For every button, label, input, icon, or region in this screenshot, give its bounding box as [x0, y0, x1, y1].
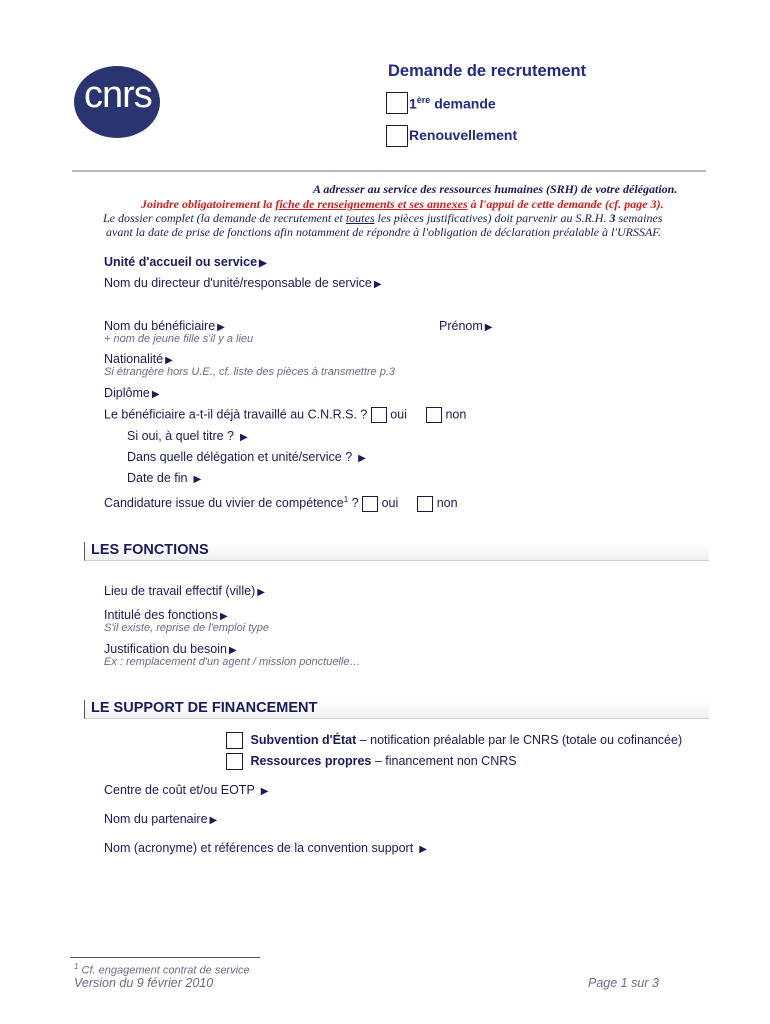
header-divider	[72, 170, 706, 172]
partner-field[interactable]: Nom du partenaire ▶	[104, 812, 218, 826]
version-text: Version du 9 février 2010	[74, 976, 214, 990]
state-funding-checkbox[interactable]	[226, 732, 243, 749]
instruction-line-4: avant la date de prise de fonctions afin notamment de répondre à l'obligation de déclaration préalable à l'URSSAF.	[106, 225, 662, 239]
arrow-icon: ▶	[219, 611, 228, 622]
worked-yes-label: oui	[390, 407, 407, 422]
logo-text: cnrs	[84, 74, 152, 116]
function-title-field[interactable]: Intitulé des fonctions ▶	[104, 608, 228, 622]
nationality-field[interactable]: Nationalité ▶	[104, 352, 173, 366]
renewal-label: Renouvellement	[409, 127, 518, 143]
worked-question: Le bénéficiaire a-t-il déjà travaillé au C.N.R.S. ? oui non	[104, 407, 467, 422]
arrow-icon: ▶	[484, 322, 493, 333]
first-request-checkbox[interactable]	[386, 92, 408, 114]
own-resources-option: Ressources propres – financement non CNRS	[226, 753, 517, 770]
instruction-line-1: A adresser au service des ressources humaines (SRH) de votre délégation.	[313, 182, 678, 196]
arrow-icon: ▶	[209, 815, 218, 826]
arrow-icon: ▶	[260, 786, 269, 797]
title-question-field[interactable]: Si oui, à quel titre ? ▶	[127, 429, 248, 443]
cnrs-logo	[74, 66, 160, 138]
state-funding-option: Subvention d'État – notification préalable par le CNRS (totale ou cofinancée)	[226, 732, 682, 749]
end-date-field[interactable]: Date de fin ▶	[127, 471, 202, 485]
arrow-icon: ▶	[358, 453, 366, 464]
arrow-icon: ▶	[151, 389, 160, 400]
arrow-icon: ▶	[229, 645, 237, 656]
instruction-line-2: Joindre obligatoirement la fiche de renseignements et ses annexes à l'appui de cette demande (cf. page 3).	[141, 197, 664, 211]
first-request-label: 1ère demande	[409, 95, 496, 112]
funding-section-header	[84, 700, 709, 719]
nationality-hint: Si étrangère hors U.E., cf. liste des pièces à transmettre p.3	[104, 366, 396, 378]
candidature-yes-checkbox[interactable]	[362, 496, 378, 512]
firstname-field[interactable]: Prénom ▶	[439, 319, 493, 333]
renewal-checkbox[interactable]	[386, 125, 408, 147]
candidature-yes-label: oui	[381, 496, 399, 511]
annex-link[interactable]: fiche de renseignements et ses annexes	[275, 197, 468, 211]
maiden-name-hint: + nom de jeune fille s'il y a lieu	[104, 333, 254, 345]
workplace-field[interactable]: Lieu de travail effectif (ville) ▶	[104, 584, 265, 598]
arrow-icon: ▶	[257, 587, 265, 598]
justification-hint: Ex : remplacement d'un agent / mission ponctuelle…	[104, 656, 361, 668]
page-number: Page 1 sur 3	[588, 976, 659, 990]
function-title-hint: S'il existe, reprise de l'emploi type	[104, 622, 269, 634]
cost-center-field[interactable]: Centre de coût et/ou EOTP ▶	[104, 783, 269, 797]
footnote: $^1$ Cf. engagement contrat de service	[74, 962, 250, 977]
arrow-icon: ▶	[217, 322, 225, 333]
arrow-icon: ▶	[165, 355, 173, 366]
beneficiary-name-field[interactable]: Nom du bénéficiaire ▶	[104, 319, 225, 333]
unit-field[interactable]: Unité d'accueil ou service ▶	[104, 255, 267, 269]
convention-field[interactable]: Nom (acronyme) et références de la convention support ▶	[104, 841, 427, 855]
page-title: Demande de recrutement	[388, 62, 587, 80]
delegation-question-field[interactable]: Dans quelle délégation et unité/service ? ▶	[127, 450, 366, 464]
functions-heading: LES FONCTIONS	[91, 542, 209, 558]
justification-field[interactable]: Justification du besoin ▶	[104, 642, 237, 656]
candidature-no-checkbox[interactable]	[417, 496, 433, 512]
arrow-icon: ▶	[193, 474, 202, 485]
worked-no-checkbox[interactable]	[426, 407, 442, 423]
footnote-divider	[70, 957, 260, 958]
diploma-field[interactable]: Diplôme ▶	[104, 386, 160, 400]
instruction-line-3: Le dossier complet (la demande de recrutement et toutes les pièces justificatives) doit parvenir au S.R.H. 3 semaines	[103, 211, 663, 225]
director-field[interactable]: Nom du directeur d'unité/responsable de service ▶	[104, 276, 382, 290]
funding-heading: LE SUPPORT DE FINANCEMENT	[91, 700, 318, 716]
arrow-icon: ▶	[419, 844, 427, 855]
candidature-no-label: non	[436, 496, 458, 511]
candidature-question: Candidature issue du vivier de compétence$^1$ ? oui non	[104, 495, 458, 511]
worked-no-label: non	[445, 407, 467, 422]
arrow-icon: ▶	[240, 432, 248, 443]
arrow-icon: ▶	[373, 279, 382, 290]
arrow-icon: ▶	[259, 258, 267, 269]
own-resources-checkbox[interactable]	[226, 753, 243, 770]
worked-yes-checkbox[interactable]	[371, 407, 387, 423]
functions-section-header	[84, 542, 709, 561]
